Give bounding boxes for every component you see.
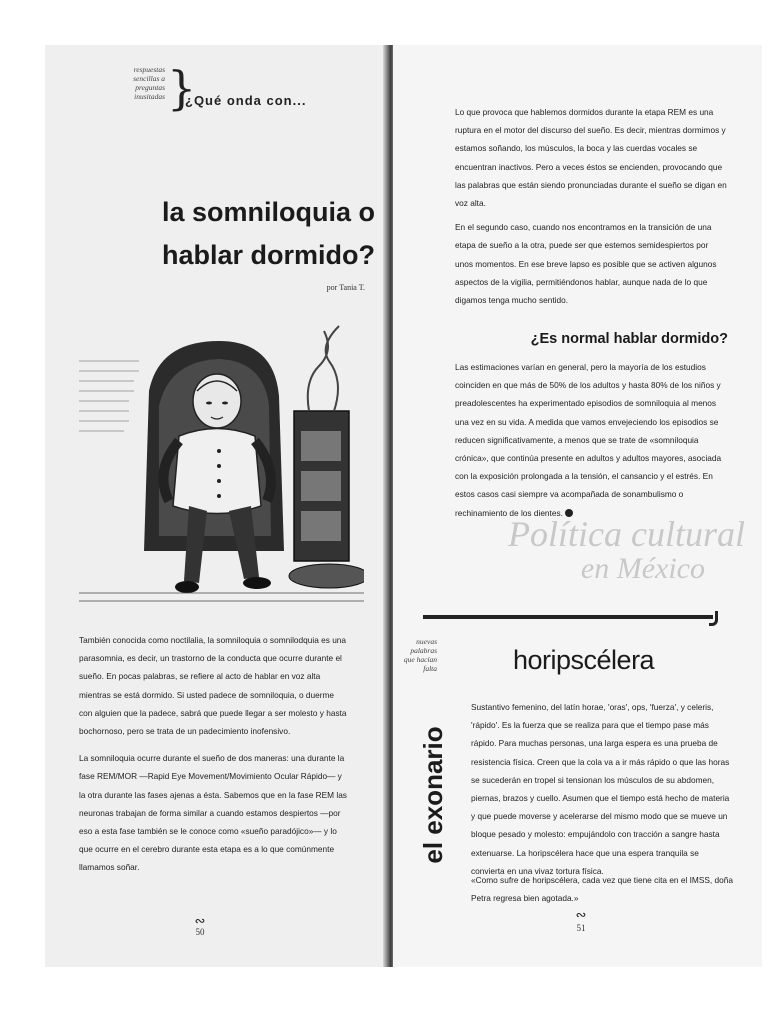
title-line-2: hablar dormido? <box>161 240 375 270</box>
brace-icon: } <box>167 61 197 115</box>
paragraph: También conocida como noctilalia, la somniloquia o somnilodquia es una parasomnia, es decir, un trastorno de la conducta que ocurre durante el sueño. En pocas palabras, se refiere al acto de hablar en voz alta mientras se está dormido. Si usted padece de somniloquia, o duerme con alguien que la padece, sabrá que puede llegar a ser molesto y hasta bochornoso, pero se trata de un padecimiento inofensivo. <box>79 635 347 737</box>
ghost-line-2: en México <box>580 552 705 585</box>
paragraph: La somniloquia ocurre durante el sueño de dos maneras: una durante la fase REM/MOR —Rapid Eye Movement/Movimiento Ocular Rápido— y la otra durante las fases ajenas a ésta. Sabemos que en la fase REM las neuronas trabajan de forma similar a cuando estamos despiertos —por eso a esta fase también se le conoce como «sueño paradójico»— y lo que ocurre en el cerebro durante esta etapa es a lo que comúnmente llamamos soñar. <box>79 753 347 873</box>
right-body-text <box>455 103 727 315</box>
side-tag-line: que hacían <box>403 655 437 664</box>
section-title: ¿Qué onda con... <box>185 93 307 108</box>
side-tag-line: palabras <box>410 646 437 655</box>
normal-paragraph-block <box>455 358 727 522</box>
section-tag-line: inusitadas <box>134 92 165 101</box>
ghost-line-1: Política cultural <box>508 514 745 554</box>
section-tag-line: respuestas <box>133 65 165 74</box>
word-title: horipscélera <box>513 645 655 675</box>
page-number: 50 <box>195 927 205 937</box>
title-line-1: la somniloquia o <box>161 197 375 227</box>
section-tag-line: sencillas a <box>133 74 165 83</box>
left-body-text <box>79 631 349 886</box>
definition-paragraph: Sustantivo femenino, del latín horae, 'oras', ops, 'fuerza', y celeris, 'rápido'. Es la fuerza que se realiza para que el tiempo pase más rápido. Para muchas personas, una larga espera es una prueba de resistencia física. Creen que la cola va a ir más rápido o que las horas se sucederán en tropel si tensionan los músculos de su abdomen, piernas, brazos y cuello. Asumen que el tiempo está hecho de materia y que puede moverse y acelerarse del mismo modo que se mueve un bloque pesado y molesto: empujándolo con tracción a sangre hasta extenuarse. La horipscélera hace que una espera tranquila se convierta en una vivaz tortura física. <box>471 702 730 876</box>
byline: por Tania T. <box>326 283 365 292</box>
paragraph: Las estimaciones varían en general, pero la mayoría de los estudios coinciden en que más de 50% de los adultos y hasta 80% de los niños y preadolescentes ha experimentado episodios de somniloquia al menos una vez en su vida. A medida que vamos envejeciendo los episodios se reducen significativamente, a menos que se trate de «somniloquia crónica», que continúa presente en adultos y adultos mayores, asociada con la exposición prolongada a la tensión, el cansancio y el estrés. En estos casos casi siempre va acompañada de sonambulismo o rechinamiento de los dientes. <box>455 362 722 518</box>
magazine-spread <box>45 45 762 967</box>
section-divider <box>423 615 713 619</box>
side-tag-line: nuevas <box>416 637 437 646</box>
article-title <box>135 191 375 277</box>
side-tag <box>393 637 437 673</box>
example-paragraph: «Como sufre de horipscélera, cada vez que tiene cita en el IMSS, doña Petra regresa bien agotada.» <box>471 875 733 904</box>
engraving-illustration <box>79 321 364 606</box>
tilde-ornament-icon: ∾ <box>194 913 206 928</box>
divider-hook <box>709 611 718 626</box>
paragraph: Lo que provoca que hablemos dormidos durante la etapa REM es una ruptura en el motor del discurso del sueño. Es decir, mientras dormimos y estamos soñando, los músculos, la boca y las cuerdas vocales se encuentran inactivos. Pero a veces éstos se encienden, provocando que las palabras que están siendo pronunciadas durante el sueño se digan en voz alta. <box>455 107 727 209</box>
side-tag-line: falta <box>423 664 437 673</box>
left-page <box>45 45 388 967</box>
section-tag-line: preguntas <box>135 83 165 92</box>
page-number: 51 <box>576 923 586 933</box>
paragraph: En el segundo caso, cuando nos encontramos en la transición de una etapa de sueño a la otra, puede ser que estemos semidespiertos por unos momentos. En ese breve lapso es posible que se activen algunos aspectos de la vigilia, permitiéndonos hablar, aunque nada de lo que digamos tenga mucho sentido. <box>455 222 717 306</box>
bleed-through-text <box>465 515 745 585</box>
section-tag <box>85 65 165 101</box>
example-quote <box>471 871 733 907</box>
vertical-section-title: el exonario <box>418 726 448 864</box>
definition-text <box>471 698 733 885</box>
right-page <box>393 45 762 967</box>
subheading: ¿Es normal hablar dormido? <box>530 331 728 347</box>
tilde-ornament-icon: ∾ <box>575 907 587 922</box>
